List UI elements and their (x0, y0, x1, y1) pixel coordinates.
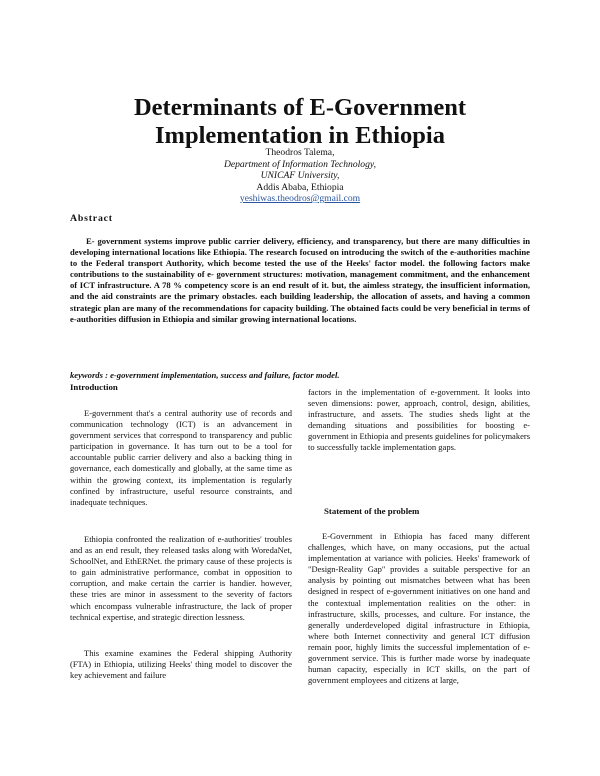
right-paragraph-1: factors in the implementation of e-government. It looks into seven dimensions: power, approach, control, design, abilities, infrastructure, and assets. The studies sheds light at the demanding situations and possibilities for boosting e-government in Ethiopia and presents guidelines for policymakers to successfully tackle implementation gaps. (308, 387, 530, 453)
paper-title-line1: Determinants of E-Government (133, 94, 467, 121)
abstract-text: E- government systems improve public carrier delivery, efficiency, and transparency, but there are many difficulties in developing international locations like Ethiopia. The research focused on introducing the switch of the e-authorities machine to the Federal transport Authority, which become tested the use of the Heeks' factor model. the following factors make contributions to the sustainability of e- government structures: motivation, management commitment, and the enhancement of ICT infrastructure. A 78 % competency score is an end result of it. but, the aimless strategy, the insufficient information, and the aid constraints are the primary obstacles. each building leadership, the allocation of assets, and having a common strategic plan are many of the recommendations for capacity building. The obtained facts could be very beneficial in terms of e-authorities diffusion in Ethiopia and similar growing international locations. (70, 236, 530, 324)
problem-paragraph: E-Government in Ethiopia has faced many different challenges, which have, on many occasions, put the actual implementation at variance with policies. Heeks' framework of "Design-Reality Gap" provides a suitable perspective for an analysis by pointing out mismatches between what has been designed in respect of e-government initiatives on one hand and the contextual implementation realities on the other: in infrastructure, skills, processes, and culture. For instance, the generally underdeveloped digital infrastructure in Ethiopia, where both Internet connectivity and general ICT diffusion remain poor, highly limits the successful implementation of e-government service. This is further made worse by inadequate human capacity, especially in ICT skills, on the part of government employees and citizens at large, (308, 531, 530, 686)
problem-statement-heading: Statement of the problem (324, 506, 420, 516)
author-name: Theodros Talema, (265, 147, 335, 158)
introduction-heading: Introduction (70, 382, 118, 392)
author-department: Department of Information Technology, (223, 159, 377, 170)
author-email-link[interactable]: yeshiwas.theodros@gmail.com (239, 193, 361, 204)
author-city: Addis Ababa, Ethiopia (256, 182, 344, 193)
keywords-line: keywords : e-government implementation, success and failure, factor model. (70, 370, 340, 380)
intro-paragraph-2: Ethiopia confronted the realization of e-authorities' troubles and as an end result, they released tasks along with WoredaNet, SchoolNet, and EthERNet. the primary cause of these projects is to gain administrative performance, combat in opposition to corruption, and make certain the carrier is handier. however, these tries are minor in assessment to the severity of factors which encompass vulnerable infrastructure, the lack of proper technical expertise, and strategic direction lessness. (70, 534, 292, 622)
abstract-heading: Abstract (70, 213, 113, 224)
author-university: UNICAF University, (260, 170, 340, 181)
paper-title-line2: Implementation in Ethiopia (155, 122, 445, 149)
intro-paragraph-1: E-government that's a central authority use of records and communication technology (ICT) is an advancement in government services that correspond to transparency and public participation in governance. It has turn out to be a tool for accountable public carrier delivery and also a backing thing in governance, each domestically and globally, at the same time as within the growing context, its implementation is regularly confined by infrastructure, useful resource constraints, and inadequate techniques. (70, 408, 292, 507)
intro-paragraph-3: This examine examines the Federal shipping Authority (FTA) in Ethiopia, utilizing Heeks' thing model to discover the key achievement and failure (70, 648, 292, 681)
